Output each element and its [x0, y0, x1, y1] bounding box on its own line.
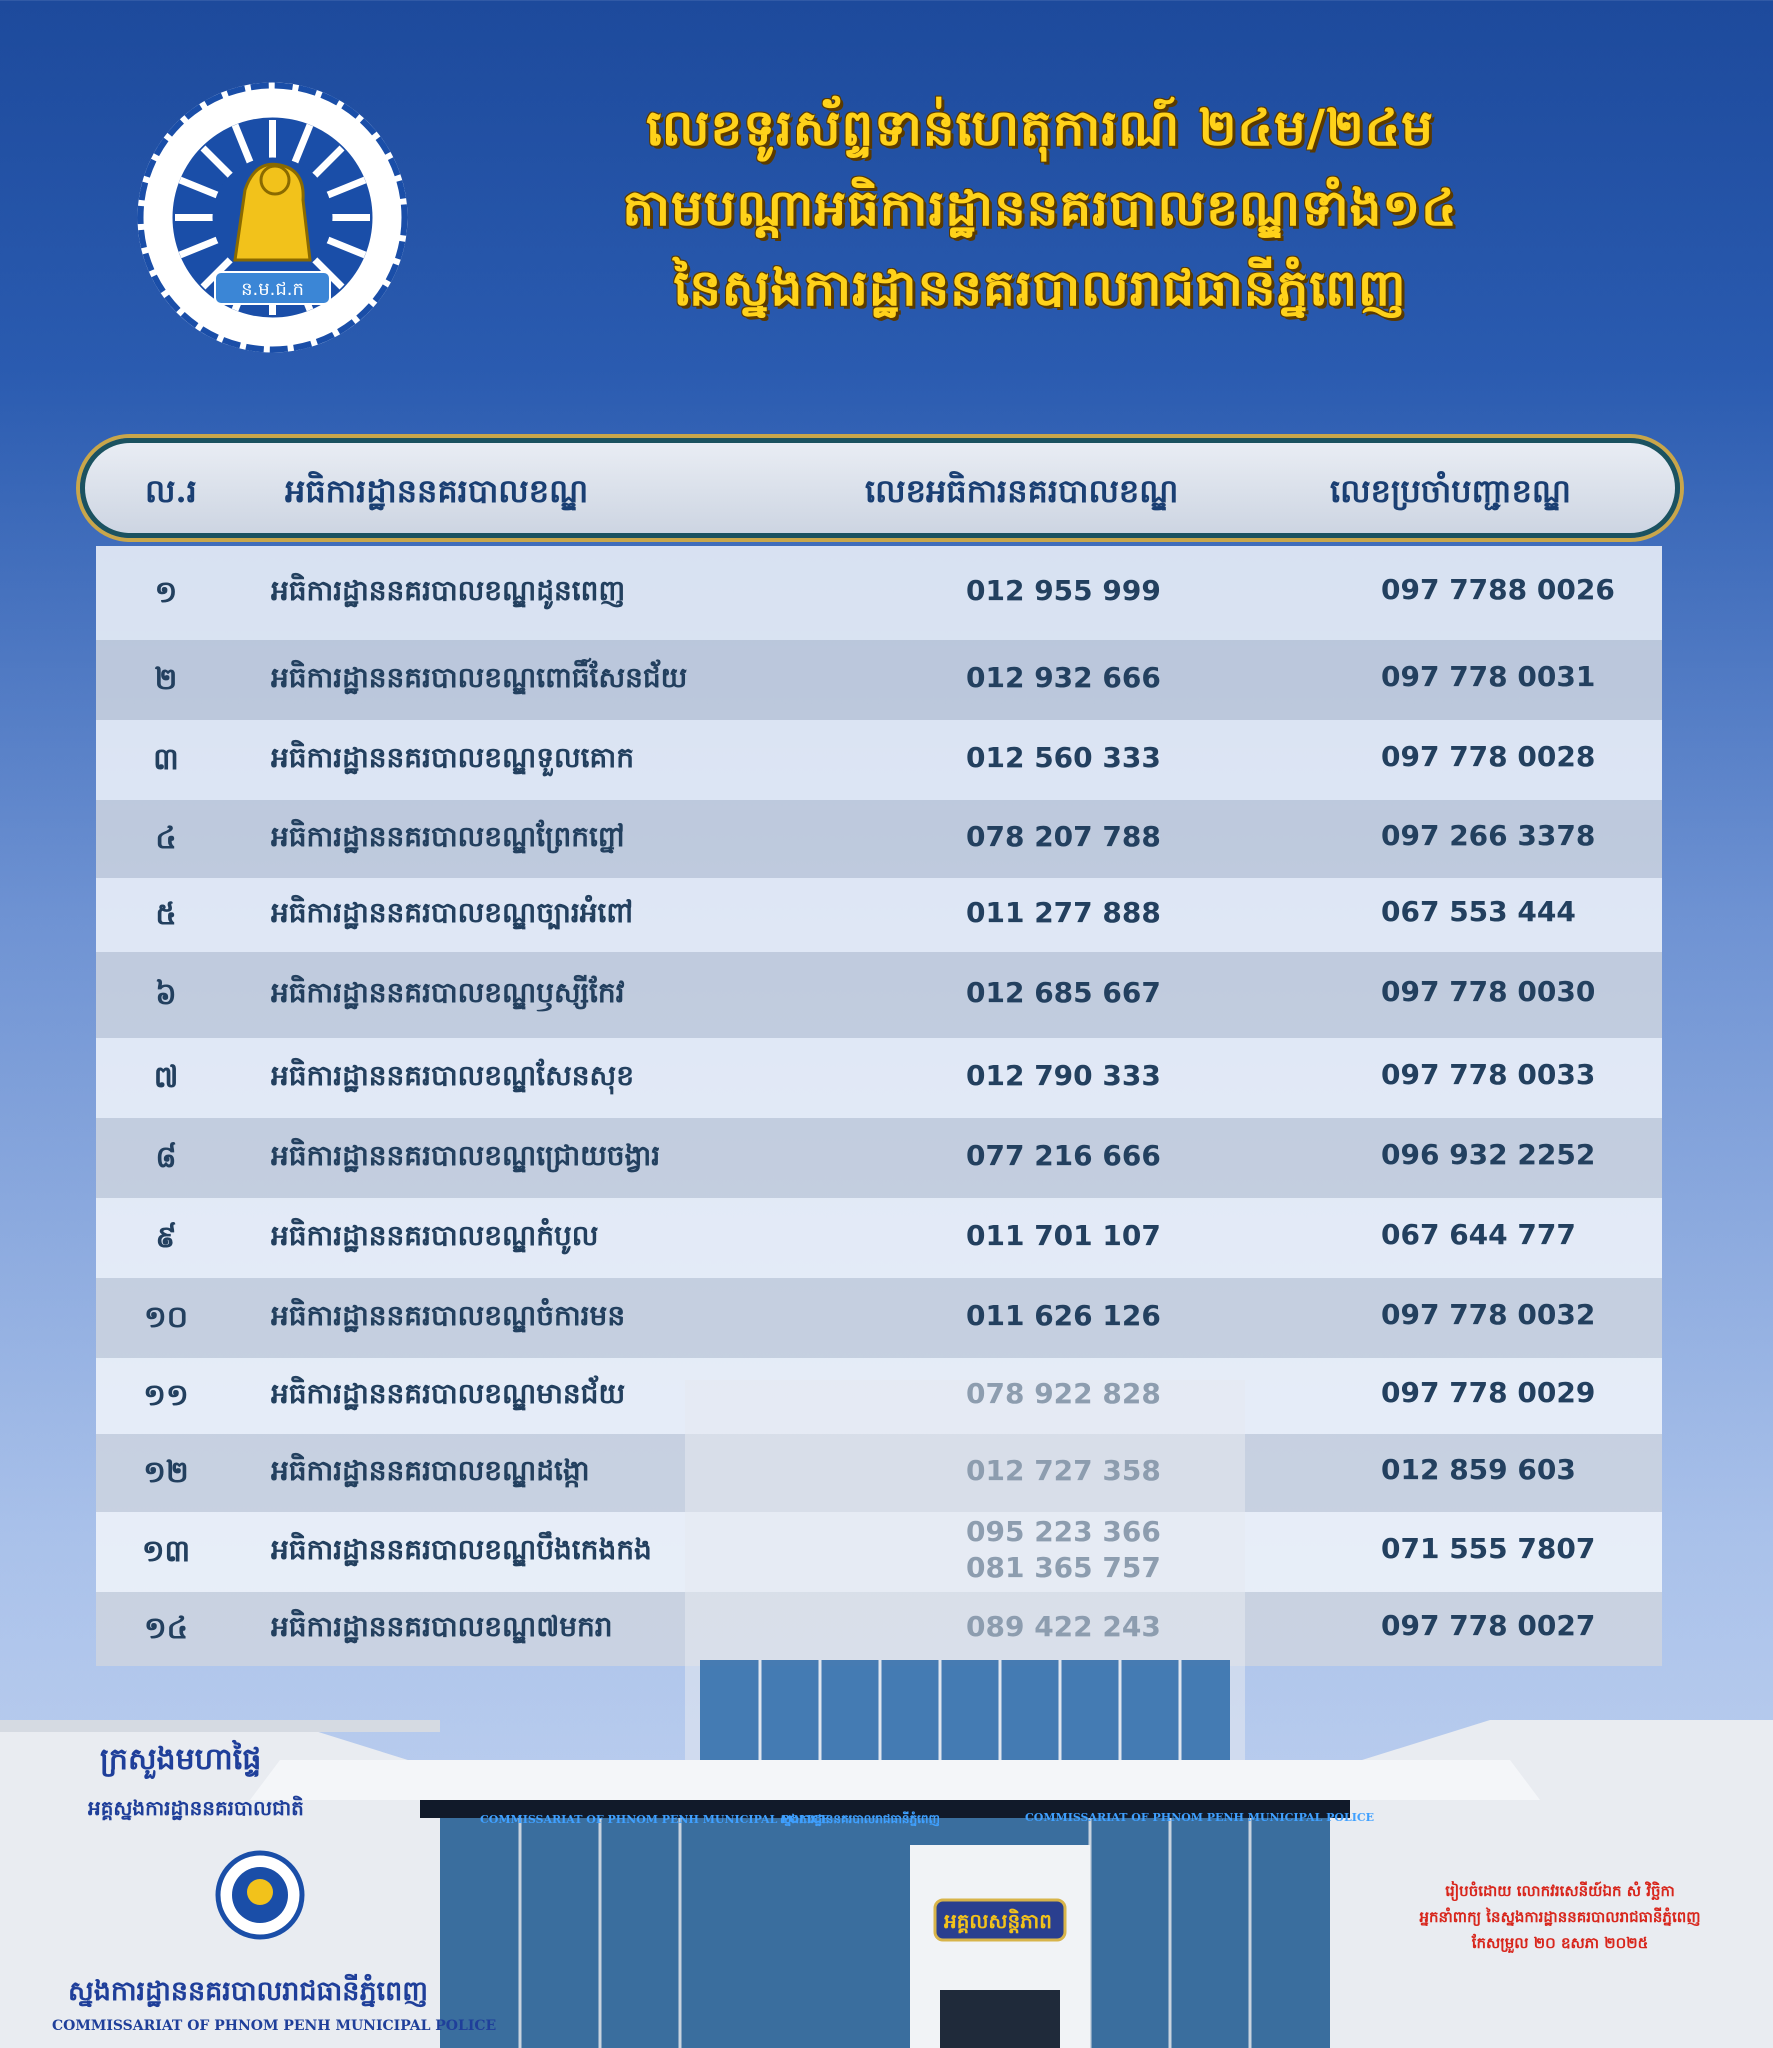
ticker-en-2: COMMISSARIAT OF PHNOM PENH MUNICIPAL POLICE [1025, 1811, 1375, 1824]
table-row [96, 878, 1662, 952]
station-phone: 012 955 999 [966, 574, 1161, 607]
ministry-label: ក្រសួងមហាផ្ទៃ [100, 1742, 262, 1777]
credit-line-2: អ្នកនាំពាក្យ នៃស្នងការដ្ឋាននគរបាលរាជធានីភ្នំពេញ [1419, 1908, 1701, 1926]
station-phone: 011 701 107 [966, 1219, 1161, 1252]
table-row [96, 640, 1662, 720]
command-phone: 097 778 0029 [1381, 1376, 1596, 1409]
command-phone: 097 778 0033 [1381, 1058, 1596, 1091]
table-row [96, 800, 1662, 878]
row-number: ៤ [155, 821, 177, 856]
station-name: អធិការដ្ឋាននគរបាលខណ្ឌ៧មករា [271, 1610, 613, 1643]
station-name: អធិការដ្ឋាននគរបាលខណ្ឌដូនពេញ [271, 574, 626, 607]
command-phone: 097 778 0030 [1381, 975, 1596, 1008]
command-phone: 067 644 777 [1381, 1218, 1576, 1251]
command-phone: 096 932 2252 [1381, 1138, 1596, 1171]
table-header [80, 438, 1680, 538]
row-number: ៥ [155, 897, 177, 932]
ticker-kh: ស្នងការដ្ឋាននគរបាលរាជធានីភ្នំពេញ [780, 1812, 940, 1826]
table-row [96, 546, 1662, 640]
command-phone: 097 778 0031 [1381, 660, 1596, 693]
commissariat-kh-label: ស្នងការដ្ឋាននគរបាលរាជធានីភ្នំពេញ [68, 1976, 428, 2007]
station-name: អធិការដ្ឋាននគរបាលខណ្ឌចំការមន [271, 1299, 626, 1332]
station-name: អធិការដ្ឋាននគរបាលខណ្ឌច្បារអំពៅ [271, 896, 634, 929]
row-number: ១០ [144, 1300, 188, 1335]
station-phone: 011 277 888 [966, 896, 1161, 929]
command-phone: 097 778 0028 [1381, 740, 1596, 773]
station-name: អធិការដ្ឋាននគរបាលខណ្ឌសែនសុខ [271, 1059, 634, 1092]
column-header-command-phone: លេខប្រចាំបញ្ជាខណ្ឌ [1330, 472, 1571, 510]
row-number: ១៣ [141, 1534, 191, 1569]
command-phone: 097 778 0027 [1381, 1609, 1596, 1642]
credit-text [1390, 1878, 1730, 1956]
row-number: ២ [154, 662, 178, 697]
row-number: ១ [154, 575, 178, 610]
table-row [96, 720, 1662, 800]
station-name: អធិការដ្ឋាននគរបាលខណ្ឌបឹងកេងកង [271, 1533, 652, 1566]
station-phone: 077 216 666 [966, 1139, 1161, 1172]
station-name: អធិការដ្ឋាននគរបាលខណ្ឌព្រែកព្នៅ [271, 820, 625, 853]
table-row [96, 1198, 1662, 1278]
station-name: អធិការដ្ឋាននគរបាលខណ្ឌទួលគោក [271, 741, 634, 774]
header [0, 0, 1773, 420]
station-phone: 078 207 788 [966, 820, 1161, 853]
row-number: ១៤ [144, 1611, 188, 1646]
station-phone: 012 932 666 [966, 661, 1161, 694]
ticker-en: COMMISSARIAT OF PHNOM PENH MUNICIPAL POLICE [480, 1813, 830, 1826]
title-line-1: លេខទូរស័ព្ទទាន់ហេតុការណ៍ ២៤ម/២៤ម [646, 98, 1434, 157]
command-phone: 097 778 0032 [1381, 1298, 1596, 1331]
command-phone: 097 7788 0026 [1381, 573, 1615, 606]
table-row [96, 1118, 1662, 1198]
station-phone: 012 560 333 [966, 741, 1161, 774]
station-phone: 011 626 126 [966, 1299, 1161, 1332]
table-row [96, 952, 1662, 1038]
station-name: អធិការដ្ឋាននគរបាលខណ្ឌកំបូល [271, 1219, 599, 1252]
station-name: អធិការដ្ឋាននគរបាលខណ្ឌមានជ័យ [271, 1377, 626, 1410]
title-line-2: តាមបណ្តាអធិការដ្ឋាននគរបាលខណ្ឌទាំង១៤ [622, 178, 1458, 237]
command-phone: 071 555 7807 [1381, 1532, 1596, 1565]
command-phone: 012 859 603 [1381, 1453, 1576, 1486]
column-header-station-phone: លេខអធិការនគរបាលខណ្ឌ [865, 472, 1179, 510]
commissariat-en-label: COMMISSARIAT OF PHNOM PENH MUNICIPAL POLICE [52, 2018, 497, 2034]
table-row [96, 1038, 1662, 1118]
station-name: អធិការដ្ឋាននគរបាលខណ្ឌជ្រោយចង្វារ [271, 1139, 661, 1172]
row-number: ៣ [153, 742, 179, 777]
logo-text: ន.ម.ជ.ក [241, 279, 304, 300]
command-phone: 097 266 3378 [1381, 819, 1596, 852]
row-number: ៦ [155, 977, 177, 1012]
police-emblem-logo [135, 80, 410, 355]
station-phone: 012 685 667 [966, 976, 1161, 1009]
page-title [440, 88, 1640, 328]
credit-line-1: រៀបចំដោយ លោកវរសេនីយ៍ឯក សំ វិច្ឆិកា [1445, 1882, 1675, 1900]
station-name: អធិការដ្ឋាននគរបាលខណ្ឌដង្កោ [271, 1454, 590, 1487]
row-number: ១១ [143, 1378, 189, 1413]
column-header-station: អធិការដ្ឋាននគរបាលខណ្ឌ [285, 472, 589, 510]
command-phone: 067 553 444 [1381, 895, 1576, 928]
credit-line-3: កែសម្រួល ២០ ឧសភា ២០២៥ [1471, 1934, 1649, 1952]
station-phone: 012 790 333 [966, 1059, 1161, 1092]
title-line-3: នៃស្នងការដ្ឋាននគរបាលរាជធានីភ្នំពេញ [673, 258, 1407, 317]
row-number: ៩ [155, 1220, 177, 1255]
general-commissariat-label: អគ្គស្នងការដ្ឋាននគរបាលជាតិ [88, 1796, 304, 1820]
row-number: ៧ [153, 1060, 179, 1095]
column-header-number: ល.រ [145, 472, 197, 510]
row-number: ៨ [155, 1140, 177, 1175]
row-number: ១២ [143, 1455, 189, 1490]
station-name: អធិការដ្ឋាននគរបាលខណ្ឌពោធិ៍សែនជ័យ [271, 661, 688, 694]
station-name: អធិការដ្ឋាននគរបាលខណ្ឌឫស្សីកែវ [271, 976, 625, 1009]
entrance-sign: អគ្គលសន្តិភាព [944, 1909, 1052, 1933]
